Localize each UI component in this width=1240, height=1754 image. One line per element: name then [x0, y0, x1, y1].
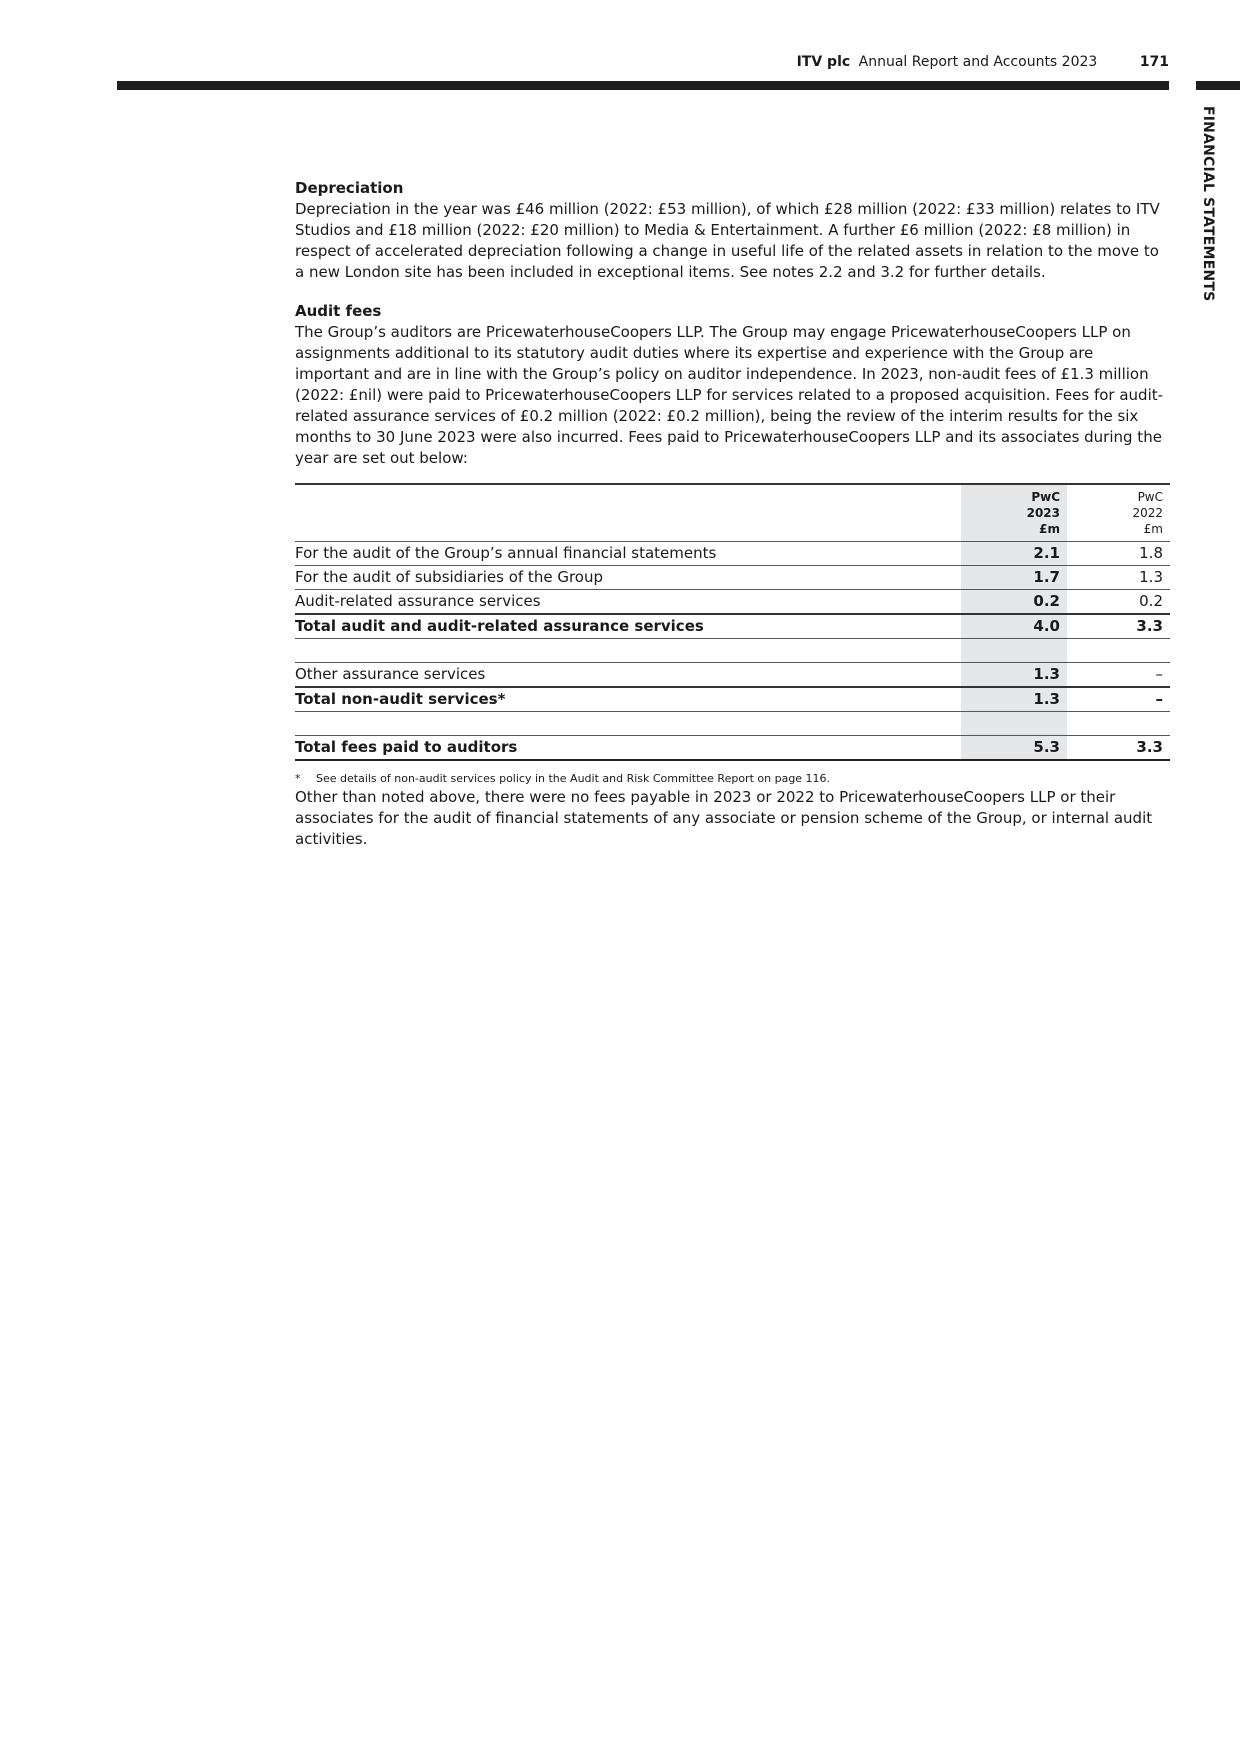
value-2022: 3.3 — [1136, 738, 1163, 756]
header-label-cell — [295, 484, 961, 542]
value-2022: 0.2 — [1139, 592, 1163, 610]
value-2023: 1.3 — [961, 663, 1067, 688]
column-header-2023 — [961, 484, 1067, 542]
auditor-fees-table — [295, 483, 1170, 761]
footnote-text: See details of non-audit services policy in the Audit and Risk Committee Report on page 116. — [316, 772, 831, 785]
column-header-2023-line3: £m — [1039, 522, 1060, 536]
value-2023: 1.3 — [961, 687, 1067, 712]
value-2022: 1.3 — [1139, 568, 1163, 586]
column-header-2023-line2: 2023 — [1026, 506, 1060, 520]
row-label: Total fees paid to auditors — [295, 738, 518, 756]
table-grand-total-row — [295, 736, 1170, 761]
table-row — [295, 590, 1170, 615]
section-side-label: FINANCIAL STATEMENTS — [1200, 106, 1216, 302]
value-2022: – — [1155, 665, 1163, 683]
row-label: For the audit of subsidiaries of the Group — [295, 568, 603, 586]
side-tab-rule — [1196, 81, 1240, 90]
table-spacer-row — [295, 639, 1170, 663]
value-2023: 1.7 — [961, 566, 1067, 590]
spacer-cell — [295, 639, 961, 663]
value-2023: 5.3 — [961, 736, 1067, 761]
page-number: 171 — [1139, 54, 1169, 70]
column-header-2022 — [1067, 484, 1170, 542]
footnote-mark: * — [295, 772, 301, 785]
column-header-2023-line1: PwC — [1031, 490, 1060, 504]
depreciation-section — [295, 178, 1170, 283]
closing-paragraph: Other than noted above, there were no fees payable in 2023 or 2022 to PricewaterhouseCoopers LLP or their associates for the audit of financial statements of any associate or pension scheme of the Group, or internal audit activities. — [295, 788, 1153, 848]
spacer-cell — [295, 712, 961, 736]
table-total-row — [295, 687, 1170, 712]
column-header-2022-line1: PwC — [1137, 490, 1163, 504]
row-label: Other assurance services — [295, 665, 486, 683]
column-header-2022-line2: 2022 — [1132, 506, 1163, 520]
value-2023: 4.0 — [961, 614, 1067, 639]
row-label: For the audit of the Group’s annual financial statements — [295, 544, 717, 562]
row-label: Total audit and audit-related assurance services — [295, 617, 704, 635]
table-footnote — [295, 771, 1170, 787]
spacer-cell — [961, 712, 1067, 736]
row-label: Total non-audit services* — [295, 690, 506, 708]
value-2022: 1.8 — [1139, 544, 1163, 562]
depreciation-heading: Depreciation — [295, 179, 404, 197]
value-2023: 2.1 — [961, 542, 1067, 566]
header-rule — [117, 81, 1169, 90]
spacer-cell — [1067, 639, 1170, 663]
table-row — [295, 566, 1170, 590]
table-spacer-row — [295, 712, 1170, 736]
audit-fees-body: The Group’s auditors are PricewaterhouseCoopers LLP. The Group may engage PricewaterhouseCoopers LLP on assignments additional to its statutory audit duties where its expertise and experience with the Group are important and are in line with the Group’s policy on auditor independence. In 2023, non-audit fees of £1.3 million (2022: £nil) were paid to PricewaterhouseCoopers LLP for services related to a proposed acquisition. Fees for audit-related assurance services of £0.2 million (2022: £0.2 million), being the review of the interim results for the six months to 30 June 2023 were also incurred. Fees paid to PricewaterhouseCoopers LLP and its associates during the year are set out below: — [295, 323, 1164, 467]
audit-fees-heading: Audit fees — [295, 302, 382, 320]
audit-fees-section — [295, 301, 1170, 469]
value-2022: – — [1155, 690, 1163, 708]
table-header-row — [295, 484, 1170, 542]
spacer-cell — [961, 639, 1067, 663]
report-title: Annual Report and Accounts 2023 — [858, 54, 1098, 70]
value-2023: 0.2 — [961, 590, 1067, 615]
page-content — [295, 178, 1170, 850]
column-header-2022-line3: £m — [1143, 522, 1163, 536]
running-header — [0, 52, 1169, 72]
value-2022: 3.3 — [1136, 617, 1163, 635]
table-row — [295, 663, 1170, 688]
brand-name: ITV plc — [796, 54, 851, 70]
table-total-row — [295, 614, 1170, 639]
table-row — [295, 542, 1170, 566]
depreciation-body: Depreciation in the year was £46 million (2022: £53 million), of which £28 million (2022: £33 million) relates to ITV Studios and £18 million (2022: £20 million) to Media & Entertainment. A further £6 million (2022: £8 million) in respect of accelerated depreciation following a change in useful life of the related assets in relation to the move to a new London site has been included in exceptional items. See notes 2.2 and 3.2 for further details. — [295, 200, 1160, 281]
row-label: Audit-related assurance services — [295, 592, 541, 610]
spacer-cell — [1067, 712, 1170, 736]
